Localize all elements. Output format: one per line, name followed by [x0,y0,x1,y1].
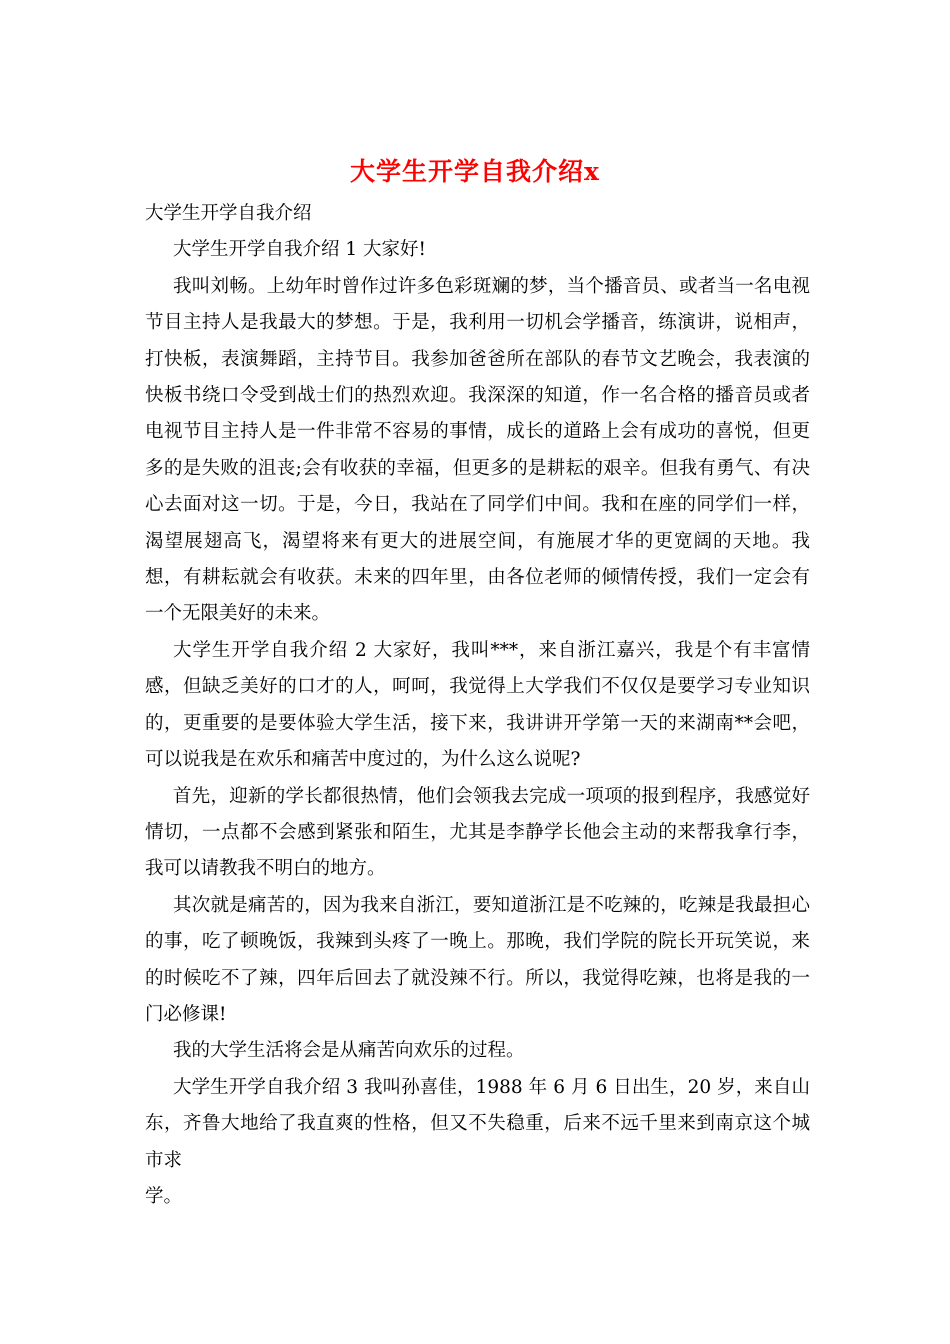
paragraph-intro-2: 大学生开学自我介绍 2 大家好，我叫***，来自浙江嘉兴，我是个有丰富情感，但缺乏美好的口才的人，呵呵，我觉得上大学我们不仅仅是要学习专业知识的，更重要的是要体验大学生活，接下来，我讲讲开学第一天的来湖南**会吧，可以说我是在欢乐和痛苦中度过的，为什么这么说呢? [145,639,810,771]
paragraph-intro-3: 大学生开学自我介绍 3 我叫孙喜佳，1988 年 6 月 6 日出生，20 岁，来自山东，齐鲁大地给了我直爽的性格，但又不失稳重，后来不远千里来到南京这个城市求 [145,1076,810,1171]
paragraph-second: 其次就是痛苦的，因为我来自浙江，要知道浙江是不吃辣的，吃辣是我最担心的事，吃了顿晚饭，我辣到头疼了一晚上。那晚，我们学院的院长开玩笑说，来的时候吃不了辣，四年后回去了就没辣不行。所以，我觉得吃辣，也将是我的一门必修课! [145,894,810,1025]
paragraph-intro-1: 大学生开学自我介绍 1 大家好! [173,239,426,261]
document-subtitle: 大学生开学自我介绍 [145,203,312,224]
paragraph-liuchang: 我叫刘畅。上幼年时曾作过许多色彩斑斓的梦，当个播音员、或者当一名电视节目主持人是我最大的梦想。于是，我利用一切机会学播音，练演讲，说相声，打快板，表演舞蹈，主持节目。我参加爸爸所在部队的春节文艺晚会，我表演的快板书绕口令受到战士们的热烈欢迎。我深深的知道，作一名合格的播音员或者电视节目主持人是一件非常不容易的事情，成长的道路上会有成功的喜悦，但更多的是失败的沮丧;会有收获的幸福，但更多的是耕耘的艰辛。但我有勇气、有决心去面对这一切。于是，今日，我站在了同学们中间。我和在座的同学们一样，渴望展翅高飞，渴望将来有更大的进展空间，有施展才华的更宽阔的天地。我想，有耕耘就会有收获。未来的四年里，由各位老师的倾情传授，我们一定会有一个无限美好的未来。 [145,275,810,625]
document-body [145,196,810,1215]
paragraph-summary: 我的大学生活将会是从痛苦向欢乐的过程。 [173,1040,525,1062]
paragraph-first: 首先，迎新的学长都很热情，他们会领我去完成一项项的报到程序，我感觉好情切，一点都不会感到紧张和陌生，尤其是李静学长他会主动的来帮我拿行李，我可以请教我不明白的地方。 [145,785,810,880]
document-title: 大学生开学自我介绍x [350,157,600,186]
paragraph-tail: 学。 [145,1185,183,1207]
